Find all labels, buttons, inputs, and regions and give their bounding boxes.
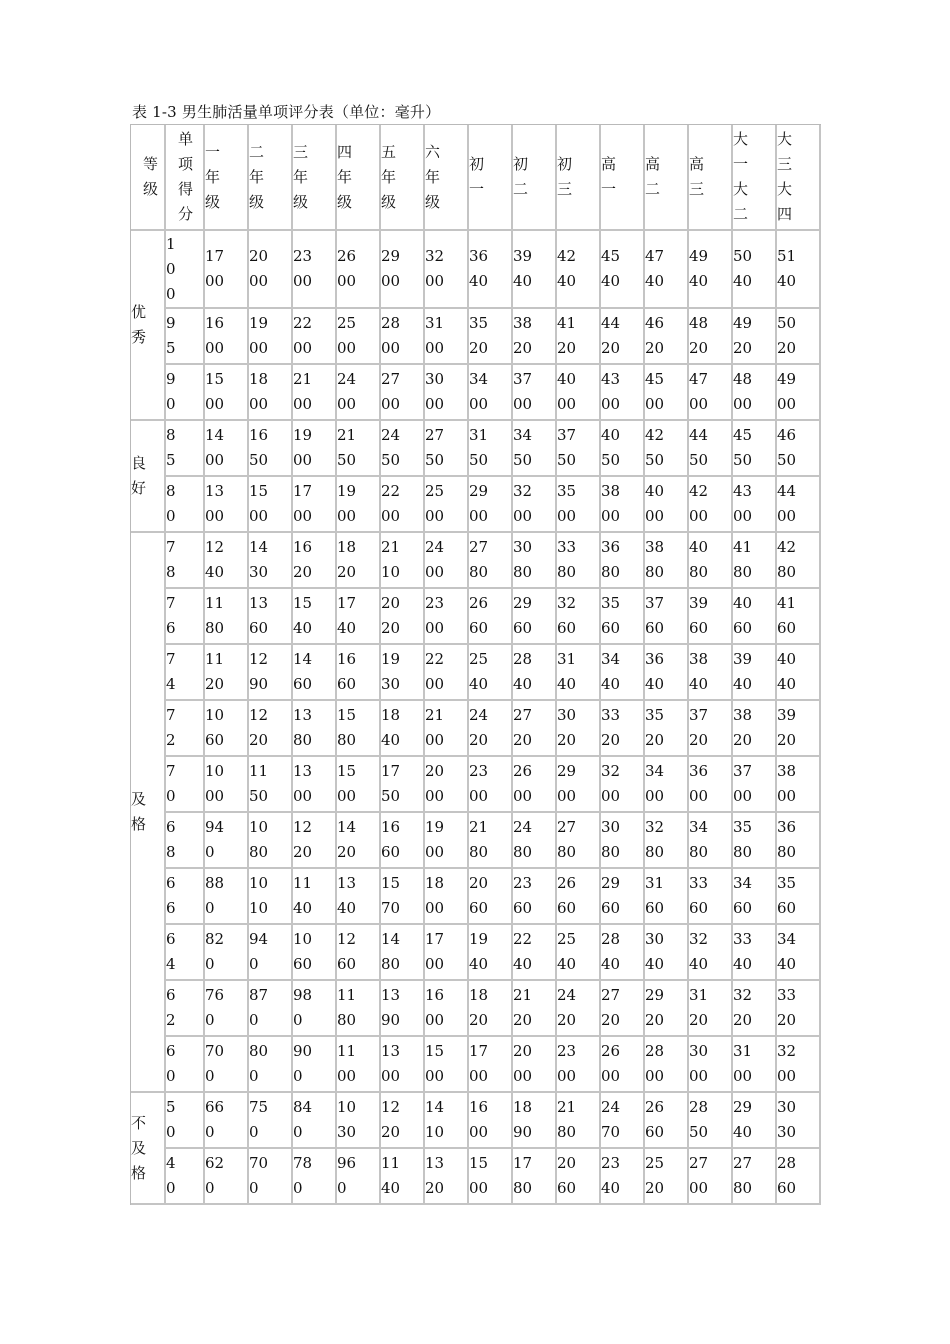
capacity-value-cell: 4820 — [689, 309, 733, 365]
capacity-value-cell: 2860 — [777, 1149, 821, 1205]
capacity-value-cell: 700 — [205, 1037, 249, 1093]
table-row — [131, 477, 821, 533]
capacity-value-cell: 940 — [249, 925, 293, 981]
capacity-value-cell: 1900 — [249, 309, 293, 365]
capacity-value-cell: 3640 — [469, 231, 513, 309]
capacity-value-cell: 3150 — [469, 421, 513, 477]
capacity-value-cell: 1150 — [249, 757, 293, 813]
capacity-value-cell: 1240 — [205, 533, 249, 589]
capacity-value-cell: 2110 — [381, 533, 425, 589]
capacity-value-cell: 4420 — [601, 309, 645, 365]
header-school-grade: 高二 — [645, 125, 689, 231]
capacity-value-cell: 2400 — [425, 533, 469, 589]
table-row — [131, 813, 821, 869]
capacity-value-cell: 2180 — [557, 1093, 601, 1149]
capacity-value-cell: 2120 — [513, 981, 557, 1037]
header-row — [131, 125, 821, 231]
capacity-value-cell: 1900 — [425, 813, 469, 869]
capacity-value-cell: 1500 — [249, 477, 293, 533]
header-school-grade: 大三大四 — [777, 125, 821, 231]
capacity-value-cell: 3360 — [689, 869, 733, 925]
capacity-value-cell: 870 — [249, 981, 293, 1037]
capacity-value-cell: 3820 — [733, 701, 777, 757]
score-cell: 60 — [166, 1037, 205, 1093]
capacity-value-cell: 2060 — [557, 1149, 601, 1205]
capacity-value-cell: 3940 — [733, 645, 777, 701]
capacity-value-cell: 2420 — [557, 981, 601, 1037]
score-cell: 50 — [166, 1093, 205, 1149]
header-school-grade: 四年级 — [337, 125, 381, 231]
capacity-value-cell: 3680 — [777, 813, 821, 869]
table-row — [131, 869, 821, 925]
capacity-value-cell: 3800 — [601, 477, 645, 533]
capacity-value-cell: 3560 — [601, 589, 645, 645]
capacity-value-cell: 1120 — [205, 645, 249, 701]
score-cell: 80 — [166, 477, 205, 533]
capacity-value-cell: 4920 — [733, 309, 777, 365]
capacity-value-cell: 2920 — [645, 981, 689, 1037]
capacity-value-cell: 2300 — [293, 231, 337, 309]
capacity-value-cell: 3700 — [513, 365, 557, 421]
capacity-value-cell: 3940 — [513, 231, 557, 309]
table-row — [131, 231, 821, 309]
capacity-value-cell: 1300 — [205, 477, 249, 533]
table-caption: 表 1-3 男生肺活量单项评分表（单位：毫升） — [132, 103, 441, 121]
vital-capacity-score-table — [130, 124, 821, 1205]
capacity-value-cell: 5020 — [777, 309, 821, 365]
capacity-value-cell: 2700 — [381, 365, 425, 421]
capacity-value-cell: 5140 — [777, 231, 821, 309]
grade-level-cell: 优秀 — [131, 231, 166, 421]
capacity-value-cell: 3680 — [601, 533, 645, 589]
score-cell: 64 — [166, 925, 205, 981]
capacity-value-cell: 1890 — [513, 1093, 557, 1149]
capacity-value-cell: 3820 — [513, 309, 557, 365]
capacity-value-cell: 2600 — [601, 1037, 645, 1093]
capacity-value-cell: 1030 — [337, 1093, 381, 1149]
capacity-value-cell: 3450 — [513, 421, 557, 477]
capacity-value-cell: 4700 — [689, 365, 733, 421]
capacity-value-cell: 1620 — [293, 533, 337, 589]
capacity-value-cell: 3320 — [777, 981, 821, 1037]
capacity-value-cell: 3080 — [601, 813, 645, 869]
grade-level-cell: 不及格 — [131, 1093, 166, 1205]
capacity-value-cell: 1000 — [205, 757, 249, 813]
capacity-value-cell: 780 — [293, 1149, 337, 1205]
table-row — [131, 645, 821, 701]
score-cell: 62 — [166, 981, 205, 1037]
table-row — [131, 309, 821, 365]
score-cell: 72 — [166, 701, 205, 757]
capacity-value-cell: 4000 — [645, 477, 689, 533]
capacity-value-cell: 2780 — [733, 1149, 777, 1205]
capacity-value-cell: 2400 — [337, 365, 381, 421]
capacity-value-cell: 2470 — [601, 1093, 645, 1149]
capacity-value-cell: 1750 — [381, 757, 425, 813]
score-cell: 95 — [166, 309, 205, 365]
capacity-value-cell: 2300 — [557, 1037, 601, 1093]
capacity-value-cell: 1900 — [293, 421, 337, 477]
score-cell: 90 — [166, 365, 205, 421]
grade-level-cell: 及格 — [131, 533, 166, 1093]
capacity-value-cell: 2300 — [425, 589, 469, 645]
capacity-value-cell: 1220 — [293, 813, 337, 869]
capacity-value-cell: 800 — [249, 1037, 293, 1093]
capacity-value-cell: 1580 — [337, 701, 381, 757]
capacity-value-cell: 660 — [205, 1093, 249, 1149]
capacity-value-cell: 3840 — [689, 645, 733, 701]
capacity-value-cell: 2660 — [469, 589, 513, 645]
capacity-value-cell: 2150 — [337, 421, 381, 477]
capacity-value-cell: 1220 — [249, 701, 293, 757]
capacity-value-cell: 3000 — [425, 365, 469, 421]
capacity-value-cell: 3440 — [777, 925, 821, 981]
capacity-value-cell: 1320 — [425, 1149, 469, 1205]
capacity-value-cell: 4900 — [777, 365, 821, 421]
capacity-value-cell: 4740 — [645, 231, 689, 309]
capacity-value-cell: 2780 — [557, 813, 601, 869]
header-school-grade: 初三 — [557, 125, 601, 231]
capacity-value-cell: 1260 — [337, 925, 381, 981]
table-row — [131, 589, 821, 645]
capacity-value-cell: 2100 — [425, 701, 469, 757]
capacity-value-cell: 2660 — [557, 869, 601, 925]
capacity-value-cell: 2750 — [425, 421, 469, 477]
capacity-value-cell: 1080 — [249, 813, 293, 869]
capacity-value-cell: 2100 — [293, 365, 337, 421]
capacity-value-cell: 4250 — [645, 421, 689, 477]
capacity-value-cell: 1780 — [513, 1149, 557, 1205]
capacity-value-cell: 1900 — [337, 477, 381, 533]
capacity-value-cell: 4300 — [601, 365, 645, 421]
capacity-value-cell: 1180 — [205, 589, 249, 645]
capacity-value-cell: 750 — [249, 1093, 293, 1149]
capacity-value-cell: 1140 — [381, 1149, 425, 1205]
capacity-value-cell: 1300 — [381, 1037, 425, 1093]
capacity-value-cell: 3260 — [557, 589, 601, 645]
score-cell: 66 — [166, 869, 205, 925]
table-row — [131, 365, 821, 421]
capacity-value-cell: 4550 — [733, 421, 777, 477]
capacity-value-cell: 1600 — [205, 309, 249, 365]
capacity-value-cell: 3400 — [469, 365, 513, 421]
capacity-value-cell: 1380 — [293, 701, 337, 757]
capacity-value-cell: 4200 — [689, 477, 733, 533]
score-cell: 68 — [166, 813, 205, 869]
capacity-value-cell: 1700 — [469, 1037, 513, 1093]
capacity-value-cell: 1660 — [381, 813, 425, 869]
capacity-value-cell: 1500 — [205, 365, 249, 421]
capacity-value-cell: 5040 — [733, 231, 777, 309]
capacity-value-cell: 3020 — [557, 701, 601, 757]
capacity-value-cell: 620 — [205, 1149, 249, 1205]
capacity-value-cell: 4240 — [557, 231, 601, 309]
capacity-value-cell: 4300 — [733, 477, 777, 533]
capacity-value-cell: 1820 — [469, 981, 513, 1037]
capacity-value-cell: 1600 — [425, 981, 469, 1037]
capacity-value-cell: 840 — [293, 1093, 337, 1149]
capacity-value-cell: 2800 — [645, 1037, 689, 1093]
capacity-value-cell: 2500 — [337, 309, 381, 365]
score-cell: 76 — [166, 589, 205, 645]
table-row — [131, 533, 821, 589]
capacity-value-cell: 2000 — [425, 757, 469, 813]
capacity-value-cell: 4800 — [733, 365, 777, 421]
capacity-value-cell: 2600 — [513, 757, 557, 813]
capacity-value-cell: 3100 — [733, 1037, 777, 1093]
capacity-value-cell: 1430 — [249, 533, 293, 589]
capacity-value-cell: 2500 — [425, 477, 469, 533]
capacity-value-cell: 980 — [293, 981, 337, 1037]
capacity-value-cell: 4650 — [777, 421, 821, 477]
table-row — [131, 981, 821, 1037]
capacity-value-cell: 3280 — [645, 813, 689, 869]
header-school-grade: 大一大二 — [733, 125, 777, 231]
capacity-value-cell: 2540 — [469, 645, 513, 701]
table-row — [131, 1149, 821, 1205]
capacity-value-cell: 2060 — [469, 869, 513, 925]
capacity-value-cell: 2720 — [601, 981, 645, 1037]
capacity-value-cell: 1940 — [469, 925, 513, 981]
capacity-value-cell: 700 — [249, 1149, 293, 1205]
capacity-value-cell: 1360 — [249, 589, 293, 645]
capacity-value-cell: 3240 — [689, 925, 733, 981]
capacity-value-cell: 4180 — [733, 533, 777, 589]
capacity-value-cell: 1700 — [425, 925, 469, 981]
capacity-value-cell: 3100 — [425, 309, 469, 365]
capacity-value-cell: 4540 — [601, 231, 645, 309]
capacity-value-cell: 2840 — [513, 645, 557, 701]
capacity-value-cell: 820 — [205, 925, 249, 981]
capacity-value-cell: 3800 — [777, 757, 821, 813]
capacity-value-cell: 2780 — [469, 533, 513, 589]
capacity-value-cell: 1800 — [249, 365, 293, 421]
capacity-value-cell: 2200 — [381, 477, 425, 533]
capacity-value-cell: 3640 — [645, 645, 689, 701]
capacity-value-cell: 2200 — [293, 309, 337, 365]
capacity-value-cell: 2360 — [513, 869, 557, 925]
capacity-value-cell: 4620 — [645, 309, 689, 365]
capacity-value-cell: 3030 — [777, 1093, 821, 1149]
capacity-value-cell: 1600 — [469, 1093, 513, 1149]
capacity-value-cell: 2300 — [469, 757, 513, 813]
capacity-value-cell: 2850 — [689, 1093, 733, 1149]
header-school-grade: 三年级 — [293, 125, 337, 231]
capacity-value-cell: 3380 — [557, 533, 601, 589]
capacity-value-cell: 3750 — [557, 421, 601, 477]
table-row — [131, 757, 821, 813]
capacity-value-cell: 3760 — [645, 589, 689, 645]
capacity-value-cell: 2000 — [513, 1037, 557, 1093]
capacity-value-cell: 1540 — [293, 589, 337, 645]
capacity-value-cell: 4080 — [689, 533, 733, 589]
capacity-value-cell: 3200 — [425, 231, 469, 309]
capacity-value-cell: 3340 — [733, 925, 777, 981]
capacity-value-cell: 3960 — [689, 589, 733, 645]
capacity-value-cell: 1060 — [293, 925, 337, 981]
capacity-value-cell: 1800 — [425, 869, 469, 925]
capacity-value-cell: 3200 — [777, 1037, 821, 1093]
capacity-value-cell: 2020 — [381, 589, 425, 645]
capacity-value-cell: 3560 — [777, 869, 821, 925]
capacity-value-cell: 1420 — [337, 813, 381, 869]
capacity-value-cell: 3220 — [733, 981, 777, 1037]
capacity-value-cell: 3920 — [777, 701, 821, 757]
capacity-value-cell: 3160 — [645, 869, 689, 925]
capacity-value-cell: 2840 — [601, 925, 645, 981]
capacity-value-cell: 4940 — [689, 231, 733, 309]
header-school-grade: 六年级 — [425, 125, 469, 231]
capacity-value-cell: 2240 — [513, 925, 557, 981]
capacity-value-cell: 1820 — [337, 533, 381, 589]
capacity-value-cell: 2180 — [469, 813, 513, 869]
capacity-value-cell: 1500 — [337, 757, 381, 813]
score-cell: 78 — [166, 533, 205, 589]
capacity-value-cell: 3520 — [469, 309, 513, 365]
capacity-value-cell: 2700 — [689, 1149, 733, 1205]
capacity-value-cell: 1060 — [205, 701, 249, 757]
grade-level-cell: 良好 — [131, 421, 166, 533]
capacity-value-cell: 4400 — [777, 477, 821, 533]
score-cell: 85 — [166, 421, 205, 477]
capacity-value-cell: 1650 — [249, 421, 293, 477]
capacity-value-cell: 2480 — [513, 813, 557, 869]
capacity-value-cell: 1480 — [381, 925, 425, 981]
capacity-value-cell: 2960 — [513, 589, 557, 645]
capacity-value-cell: 1400 — [205, 421, 249, 477]
capacity-value-cell: 1180 — [337, 981, 381, 1037]
score-cell: 70 — [166, 757, 205, 813]
capacity-value-cell: 1410 — [425, 1093, 469, 1149]
capacity-value-cell: 1500 — [425, 1037, 469, 1093]
header-school-grade: 高一 — [601, 125, 645, 231]
header-school-grade: 高三 — [689, 125, 733, 231]
capacity-value-cell: 2520 — [645, 1149, 689, 1205]
capacity-value-cell: 3000 — [689, 1037, 733, 1093]
capacity-value-cell: 4040 — [777, 645, 821, 701]
capacity-value-cell: 3700 — [733, 757, 777, 813]
capacity-value-cell: 3580 — [733, 813, 777, 869]
capacity-value-cell: 2960 — [601, 869, 645, 925]
capacity-value-cell: 1840 — [381, 701, 425, 757]
table-row — [131, 1093, 821, 1149]
score-cell: 40 — [166, 1149, 205, 1205]
capacity-value-cell: 1570 — [381, 869, 425, 925]
capacity-value-cell: 3600 — [689, 757, 733, 813]
capacity-value-cell: 3400 — [645, 757, 689, 813]
capacity-value-cell: 1220 — [381, 1093, 425, 1149]
header-school-grade: 初一 — [469, 125, 513, 231]
capacity-value-cell: 2600 — [337, 231, 381, 309]
capacity-value-cell: 960 — [337, 1149, 381, 1205]
table-row — [131, 925, 821, 981]
capacity-value-cell: 4000 — [557, 365, 601, 421]
score-cell: 74 — [166, 645, 205, 701]
capacity-value-cell: 2200 — [425, 645, 469, 701]
header-school-grade: 一年级 — [205, 125, 249, 231]
capacity-value-cell: 3080 — [513, 533, 557, 589]
capacity-value-cell: 1390 — [381, 981, 425, 1037]
capacity-value-cell: 2340 — [601, 1149, 645, 1205]
capacity-value-cell: 1340 — [337, 869, 381, 925]
capacity-value-cell: 1100 — [337, 1037, 381, 1093]
capacity-value-cell: 1930 — [381, 645, 425, 701]
capacity-value-cell: 2900 — [381, 231, 425, 309]
capacity-value-cell: 1300 — [293, 757, 337, 813]
capacity-value-cell: 4160 — [777, 589, 821, 645]
capacity-value-cell: 2720 — [513, 701, 557, 757]
capacity-value-cell: 2660 — [645, 1093, 689, 1149]
header-school-grade: 初二 — [513, 125, 557, 231]
capacity-value-cell: 3200 — [601, 757, 645, 813]
capacity-value-cell: 4500 — [645, 365, 689, 421]
capacity-value-cell: 3320 — [601, 701, 645, 757]
header-score: 单项得分 — [166, 125, 205, 231]
capacity-value-cell: 1740 — [337, 589, 381, 645]
capacity-value-cell: 2900 — [469, 477, 513, 533]
capacity-value-cell: 2540 — [557, 925, 601, 981]
score-cell: 100 — [166, 231, 205, 309]
capacity-value-cell: 4280 — [777, 533, 821, 589]
capacity-value-cell: 3520 — [645, 701, 689, 757]
capacity-value-cell: 4050 — [601, 421, 645, 477]
capacity-value-cell: 4120 — [557, 309, 601, 365]
capacity-value-cell: 3880 — [645, 533, 689, 589]
header-school-grade: 二年级 — [249, 125, 293, 231]
capacity-value-cell: 880 — [205, 869, 249, 925]
table-row — [131, 701, 821, 757]
capacity-value-cell: 3120 — [689, 981, 733, 1037]
capacity-value-cell: 3460 — [733, 869, 777, 925]
capacity-value-cell: 3480 — [689, 813, 733, 869]
capacity-value-cell: 3140 — [557, 645, 601, 701]
capacity-value-cell: 2450 — [381, 421, 425, 477]
capacity-value-cell: 2940 — [733, 1093, 777, 1149]
header-school-grade: 五年级 — [381, 125, 425, 231]
capacity-value-cell: 1700 — [205, 231, 249, 309]
capacity-value-cell: 3440 — [601, 645, 645, 701]
table-row — [131, 421, 821, 477]
capacity-value-cell: 1660 — [337, 645, 381, 701]
capacity-value-cell: 1140 — [293, 869, 337, 925]
capacity-value-cell: 3200 — [513, 477, 557, 533]
capacity-value-cell: 940 — [205, 813, 249, 869]
capacity-value-cell: 3040 — [645, 925, 689, 981]
capacity-value-cell: 2420 — [469, 701, 513, 757]
capacity-value-cell: 2000 — [249, 231, 293, 309]
capacity-value-cell: 1700 — [293, 477, 337, 533]
capacity-value-cell: 4060 — [733, 589, 777, 645]
capacity-value-cell: 1500 — [469, 1149, 513, 1205]
capacity-value-cell: 1290 — [249, 645, 293, 701]
capacity-value-cell: 900 — [293, 1037, 337, 1093]
capacity-value-cell: 2900 — [557, 757, 601, 813]
capacity-value-cell: 3500 — [557, 477, 601, 533]
capacity-value-cell: 3720 — [689, 701, 733, 757]
capacity-value-cell: 1460 — [293, 645, 337, 701]
capacity-value-cell: 4450 — [689, 421, 733, 477]
capacity-value-cell: 2800 — [381, 309, 425, 365]
capacity-value-cell: 760 — [205, 981, 249, 1037]
table-row — [131, 1037, 821, 1093]
capacity-value-cell: 1010 — [249, 869, 293, 925]
header-grade: 等级 — [131, 125, 166, 231]
